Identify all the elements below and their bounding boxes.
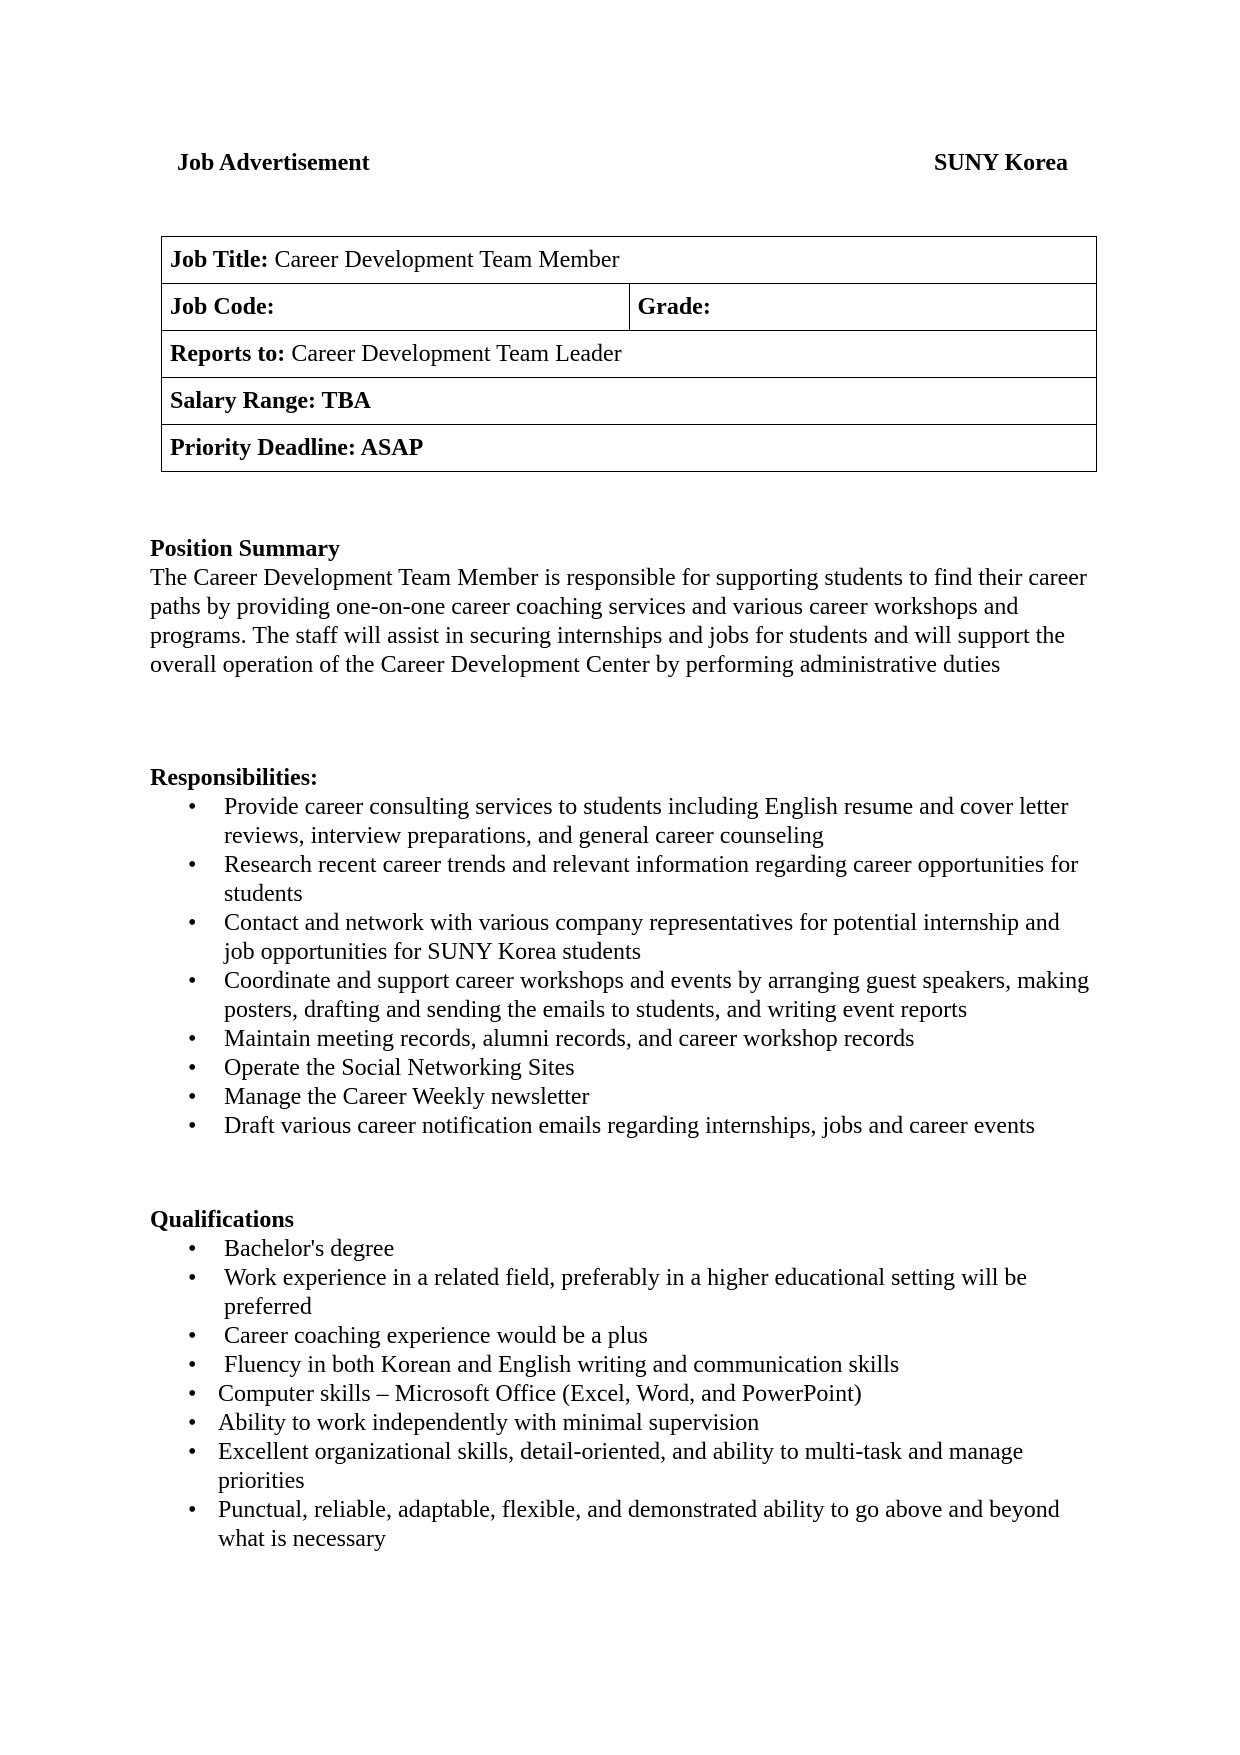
position-summary-text: The Career Development Team Member is responsible for supporting students to find their career paths by providing one-on-one career coaching services and various career workshops and programs. The staff will assist in securing internships and jobs for students and will support the overall operation of the Career Development Center by performing administrative duties — [150, 565, 1087, 678]
list-item-text: Computer skills – Microsoft Office (Excel, Word, and PowerPoint) — [218, 1381, 862, 1407]
list-item-text: Punctual, reliable, adaptable, flexible, and demonstrated ability to go above and beyond what is necessary — [218, 1497, 1060, 1552]
list-item — [150, 1083, 1090, 1112]
list-item — [150, 1112, 1090, 1141]
bullet-icon: • — [188, 1113, 197, 1139]
grade-label: Grade: — [637, 294, 711, 320]
list-item — [150, 1054, 1090, 1083]
bullet-icon: • — [188, 1497, 197, 1523]
reports-to-cell — [162, 331, 1097, 378]
list-item — [150, 1409, 1090, 1438]
list-item — [150, 1025, 1090, 1054]
list-item-text: Fluency in both Korean and English writing and communication skills — [224, 1352, 900, 1378]
list-item — [150, 909, 1090, 967]
bullet-icon: • — [188, 1352, 197, 1378]
job-code-cell — [162, 284, 630, 331]
list-item — [150, 1264, 1090, 1322]
reports-to-value: Career Development Team Leader — [285, 341, 622, 367]
bullet-icon: • — [188, 1084, 197, 1110]
bullet-icon: • — [188, 1323, 197, 1349]
list-item — [150, 1496, 1090, 1554]
deadline-cell — [162, 425, 1097, 472]
salary-cell — [162, 378, 1097, 425]
list-item — [150, 967, 1090, 1025]
list-item — [150, 1351, 1090, 1380]
list-item-text: Draft various career notification emails regarding internships, jobs and career events — [224, 1113, 1036, 1139]
list-item-text: Work experience in a related field, preferably in a higher educational setting will be preferred — [224, 1265, 1028, 1320]
reports-to-label: Reports to: — [170, 341, 286, 367]
bullet-icon: • — [188, 1439, 197, 1465]
bullet-icon: • — [188, 1265, 197, 1291]
reports-to-row — [162, 331, 1097, 378]
deadline-label: Priority Deadline: ASAP — [170, 435, 424, 461]
job-title-row — [162, 237, 1097, 284]
list-item-text: Provide career consulting services to students including English resume and cover letter reviews, interview preparations, and general career counseling — [224, 794, 1069, 849]
responsibilities-list — [150, 793, 1090, 1141]
list-item-text: Operate the Social Networking Sites — [224, 1055, 575, 1081]
bullet-icon: • — [188, 1410, 197, 1436]
organization-name: SUNY Korea — [934, 150, 1068, 176]
list-item-text: Bachelor's degree — [224, 1236, 395, 1262]
bullet-icon: • — [188, 1381, 197, 1407]
job-code-label: Job Code: — [170, 294, 275, 320]
list-item-text: Manage the Career Weekly newsletter — [224, 1084, 590, 1110]
grade-cell — [629, 284, 1097, 331]
salary-row — [162, 378, 1097, 425]
responsibilities-section — [150, 764, 1090, 1141]
list-item-text: Contact and network with various company representatives for potential internship and job opportunities for SUNY Korea students — [224, 910, 1060, 965]
position-summary-section — [150, 535, 1090, 680]
bullet-icon: • — [188, 1055, 197, 1081]
bullet-icon: • — [188, 794, 197, 820]
list-item-text: Research recent career trends and relevant information regarding career opportunities for students — [224, 852, 1079, 907]
qualifications-section — [150, 1206, 1090, 1554]
list-item-text: Maintain meeting records, alumni records, and career workshop records — [224, 1026, 915, 1052]
bullet-icon: • — [188, 1026, 197, 1052]
qualifications-list — [150, 1235, 1090, 1554]
job-title-cell — [162, 237, 1097, 284]
qualifications-heading: Qualifications — [150, 1207, 295, 1233]
list-item — [150, 1438, 1090, 1496]
list-item-text: Coordinate and support career workshops and events by arranging guest speakers, making posters, drafting and sending the emails to students, and writing event reports — [224, 968, 1090, 1023]
job-title-value: Career Development Team Member — [268, 247, 620, 273]
list-item — [150, 1380, 1090, 1409]
list-item — [150, 1322, 1090, 1351]
responsibilities-heading: Responsibilities: — [150, 765, 319, 791]
job-info-table — [161, 236, 1097, 472]
list-item-text: Ability to work independently with minimal supervision — [218, 1410, 760, 1436]
salary-label: Salary Range: TBA — [170, 388, 371, 414]
list-item — [150, 851, 1090, 909]
deadline-row — [162, 425, 1097, 472]
list-item — [150, 793, 1090, 851]
job-code-grade-row — [162, 284, 1097, 331]
position-summary-heading: Position Summary — [150, 536, 341, 562]
bullet-icon: • — [188, 1236, 197, 1262]
list-item-text: Career coaching experience would be a plus — [224, 1323, 648, 1349]
bullet-icon: • — [188, 852, 197, 878]
list-item-text: Excellent organizational skills, detail-oriented, and ability to multi-task and manage priorities — [218, 1439, 1024, 1494]
bullet-icon: • — [188, 968, 197, 994]
document-title: Job Advertisement — [177, 150, 370, 176]
list-item — [150, 1235, 1090, 1264]
bullet-icon: • — [188, 910, 197, 936]
job-title-label: Job Title: — [170, 247, 269, 273]
